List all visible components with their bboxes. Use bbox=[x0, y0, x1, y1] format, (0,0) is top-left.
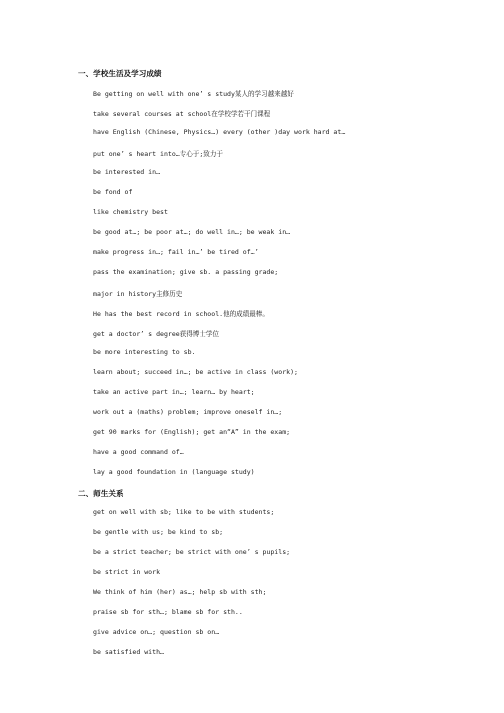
text-line: be interested in… bbox=[93, 168, 161, 176]
text-line: give advice on…; question sb on… bbox=[93, 628, 220, 636]
text-line: He has the best record in school.他的成绩最棒。 bbox=[93, 310, 269, 318]
text-line: take an active part in…; learn… by heart; bbox=[93, 388, 255, 396]
text-line: be satisfied with… bbox=[93, 648, 164, 656]
text-line: be more interesting to sb. bbox=[93, 348, 196, 356]
text-line: pass the examination; give sb. a passing grade; bbox=[93, 268, 279, 276]
text-line: get a doctor’ s degree获得博士学位 bbox=[93, 330, 219, 338]
text-line: be fond of bbox=[93, 188, 133, 196]
text-line: put one’ s heart into…专心于;致力于 bbox=[93, 150, 223, 158]
text-line: be good at…; be poor at…; do well in…; be weak in… bbox=[93, 228, 291, 236]
text-line: major in history主修历史 bbox=[93, 290, 183, 298]
text-line: praise sb for sth…; blame sb for sth.. bbox=[93, 608, 243, 616]
section-heading-school-life: 一、学校生活及学习成绩 bbox=[78, 69, 162, 78]
text-line: work out a (maths) problem; improve oneself in…; bbox=[93, 408, 283, 416]
text-line: take several courses at school在学校学若干门课程 bbox=[93, 110, 271, 118]
text-line: get 90 marks for (English); get an“A” in the exam; bbox=[93, 428, 291, 436]
text-line: like chemistry best bbox=[93, 208, 168, 216]
text-line: learn about; succeed in…; be active in class (work); bbox=[93, 368, 298, 376]
text-line: get on well with sb; like to be with students; bbox=[93, 508, 275, 516]
text-line: have a good command of… bbox=[93, 448, 184, 456]
text-line: be gentle with us; be kind to sb; bbox=[93, 528, 224, 536]
text-line: have English (Chinese, Physics…) every (other )day work hard at… bbox=[93, 128, 346, 136]
text-line: be a strict teacher; be strict with one’ s pupils; bbox=[93, 548, 291, 556]
text-line: be strict in work bbox=[93, 568, 161, 576]
text-line: make progress in…; fail in…’ be tired of…’ bbox=[93, 248, 259, 256]
text-line: We think of him (her) as…; help sb with sth; bbox=[93, 588, 267, 596]
text-line: lay a good foundation in (language study) bbox=[93, 468, 255, 476]
section-heading-teacher-student: 二、师生关系 bbox=[78, 489, 124, 498]
text-line: Be getting on well with one’ s study某人的学习越来越好 bbox=[93, 90, 294, 98]
